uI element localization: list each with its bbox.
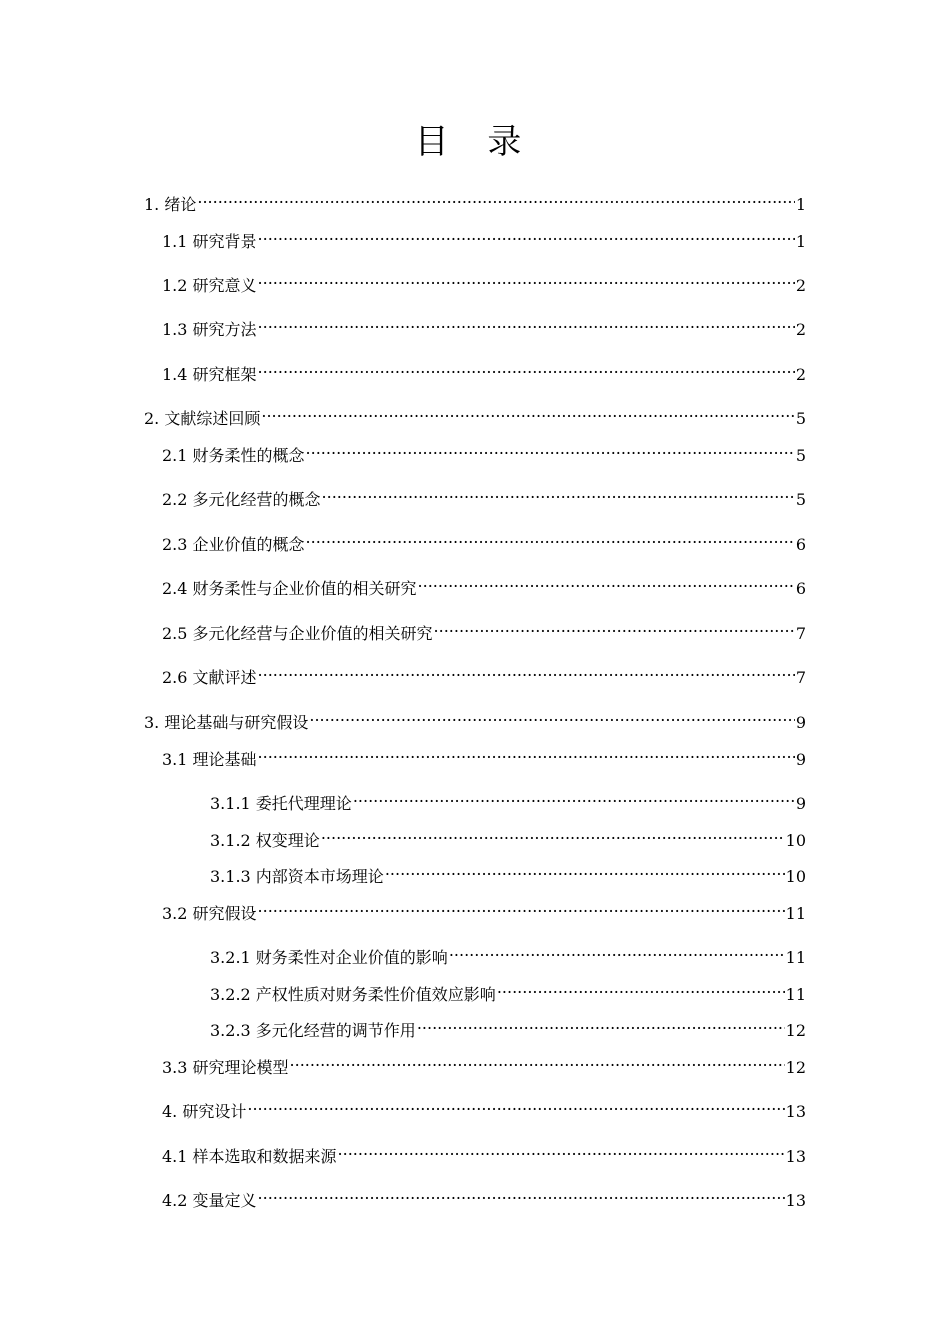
dot-leader xyxy=(309,706,794,728)
toc-entry-label: 2.5 多元化经营与企业价值的相关研究 xyxy=(162,624,433,643)
toc-entry[interactable] xyxy=(162,897,806,925)
toc-entry-label: 3.2.2 产权性质对财务柔性价值效应影响 xyxy=(210,985,496,1004)
toc-entry-page: 13 xyxy=(785,1102,806,1121)
toc-entry[interactable] xyxy=(210,860,806,888)
toc-entry[interactable] xyxy=(162,313,806,341)
toc-entry-label: 3.2 研究假设 xyxy=(162,904,257,923)
toc-entry[interactable] xyxy=(162,617,806,645)
toc-entry-label: 1.3 研究方法 xyxy=(162,320,257,339)
dot-leader xyxy=(247,1095,784,1117)
toc-entry-page: 11 xyxy=(785,904,806,923)
toc-entry-page: 13 xyxy=(785,1191,806,1210)
dot-leader xyxy=(197,188,794,210)
toc-entry-page: 2 xyxy=(795,365,806,384)
dot-leader xyxy=(258,269,795,291)
toc-entry-label: 1. 绪论 xyxy=(144,195,197,214)
toc-entry-page: 5 xyxy=(795,409,806,428)
toc-entry[interactable] xyxy=(162,661,806,689)
toc-entry-page: 9 xyxy=(795,750,806,769)
toc-entry-page: 6 xyxy=(795,579,806,598)
toc-entry-page: 11 xyxy=(785,985,806,1004)
toc-entry-label: 2.4 财务柔性与企业价值的相关研究 xyxy=(162,579,417,598)
toc-entry[interactable] xyxy=(144,706,806,734)
dot-leader xyxy=(306,439,795,461)
toc-entry-page: 1 xyxy=(795,232,806,251)
toc-entry-label: 2.2 多元化经营的概念 xyxy=(162,490,321,509)
toc-entry[interactable] xyxy=(162,269,806,297)
dot-leader xyxy=(258,1184,785,1206)
toc-entry[interactable] xyxy=(210,824,806,852)
toc-entry-label: 4.2 变量定义 xyxy=(162,1191,257,1210)
toc-entry-label: 2.3 企业价值的概念 xyxy=(162,535,305,554)
dot-leader xyxy=(418,572,795,594)
toc-entry-page: 2 xyxy=(795,320,806,339)
toc-entry-page: 1 xyxy=(795,195,806,214)
dot-leader xyxy=(322,483,795,505)
toc-entry-page: 5 xyxy=(795,490,806,509)
dot-leader xyxy=(497,978,785,1000)
toc-entry-label: 3.3 研究理论模型 xyxy=(162,1058,289,1077)
toc-entry-label: 3.1.3 内部资本市场理论 xyxy=(210,867,384,886)
toc-entry-page: 11 xyxy=(785,948,806,967)
toc-entry-label: 2. 文献综述回顾 xyxy=(144,409,261,428)
dot-leader xyxy=(353,787,795,809)
toc-entry-label: 1.1 研究背景 xyxy=(162,232,257,251)
toc-entry-label: 4. 研究设计 xyxy=(162,1102,247,1121)
toc-entry[interactable] xyxy=(144,402,806,430)
toc-entry[interactable] xyxy=(162,225,806,253)
toc-entry-label: 2.1 财务柔性的概念 xyxy=(162,446,305,465)
toc-entry-page: 6 xyxy=(795,535,806,554)
toc-entry-label: 2.6 文献评述 xyxy=(162,668,257,687)
toc-entry[interactable] xyxy=(162,1140,806,1168)
toc-entry-page: 5 xyxy=(795,446,806,465)
dot-leader xyxy=(258,661,795,683)
dot-leader xyxy=(449,941,785,963)
toc-entry[interactable] xyxy=(210,1014,806,1042)
toc-entry-page: 7 xyxy=(795,624,806,643)
dot-leader xyxy=(258,743,795,765)
dot-leader xyxy=(321,824,785,846)
toc-entry[interactable] xyxy=(162,1184,806,1212)
toc-entry-page: 2 xyxy=(795,276,806,295)
toc-entry[interactable] xyxy=(162,743,806,771)
toc-entry-page: 9 xyxy=(795,713,806,732)
toc-entry-label: 1.4 研究框架 xyxy=(162,365,257,384)
toc-entry-label: 3.2.3 多元化经营的调节作用 xyxy=(210,1021,416,1040)
toc-entry-label: 3.1.1 委托代理理论 xyxy=(210,794,352,813)
toc-entry[interactable] xyxy=(144,188,806,216)
toc-entry-page: 10 xyxy=(785,867,806,886)
toc-entry[interactable] xyxy=(162,528,806,556)
toc-entry[interactable] xyxy=(210,787,806,815)
toc-entry-page: 9 xyxy=(795,794,806,813)
dot-leader xyxy=(385,860,785,882)
toc-entry[interactable] xyxy=(162,572,806,600)
dot-leader xyxy=(258,358,795,380)
toc-entry-page: 12 xyxy=(785,1058,806,1077)
toc-entry-label: 4.1 样本选取和数据来源 xyxy=(162,1147,337,1166)
toc-entry[interactable] xyxy=(210,978,806,1006)
toc-entry-label: 3. 理论基础与研究假设 xyxy=(144,713,309,732)
toc-entry-label: 1.2 研究意义 xyxy=(162,276,257,295)
toc-entry-label: 3.1.2 权变理论 xyxy=(210,831,320,850)
dot-leader xyxy=(417,1014,785,1036)
dot-leader xyxy=(306,528,795,550)
dot-leader xyxy=(258,897,785,919)
toc-entry[interactable] xyxy=(162,358,806,386)
dot-leader xyxy=(434,617,795,639)
dot-leader xyxy=(261,402,794,424)
toc-entry-page: 13 xyxy=(785,1147,806,1166)
toc-entry-label: 3.1 理论基础 xyxy=(162,750,257,769)
toc-entry-page: 12 xyxy=(785,1021,806,1040)
toc-entry[interactable] xyxy=(210,941,806,969)
dot-leader xyxy=(258,313,795,335)
toc-entry[interactable] xyxy=(162,1051,806,1079)
dot-leader xyxy=(290,1051,785,1073)
toc-entry-label: 3.2.1 财务柔性对企业价值的影响 xyxy=(210,948,448,967)
dot-leader xyxy=(258,225,795,247)
toc-entry[interactable] xyxy=(162,483,806,511)
toc-entry-page: 10 xyxy=(785,831,806,850)
toc-entry[interactable] xyxy=(162,1095,806,1123)
toc-entry[interactable] xyxy=(162,439,806,467)
toc-title: 目 录 xyxy=(414,122,536,162)
dot-leader xyxy=(338,1140,785,1162)
toc-entry-page: 7 xyxy=(795,668,806,687)
